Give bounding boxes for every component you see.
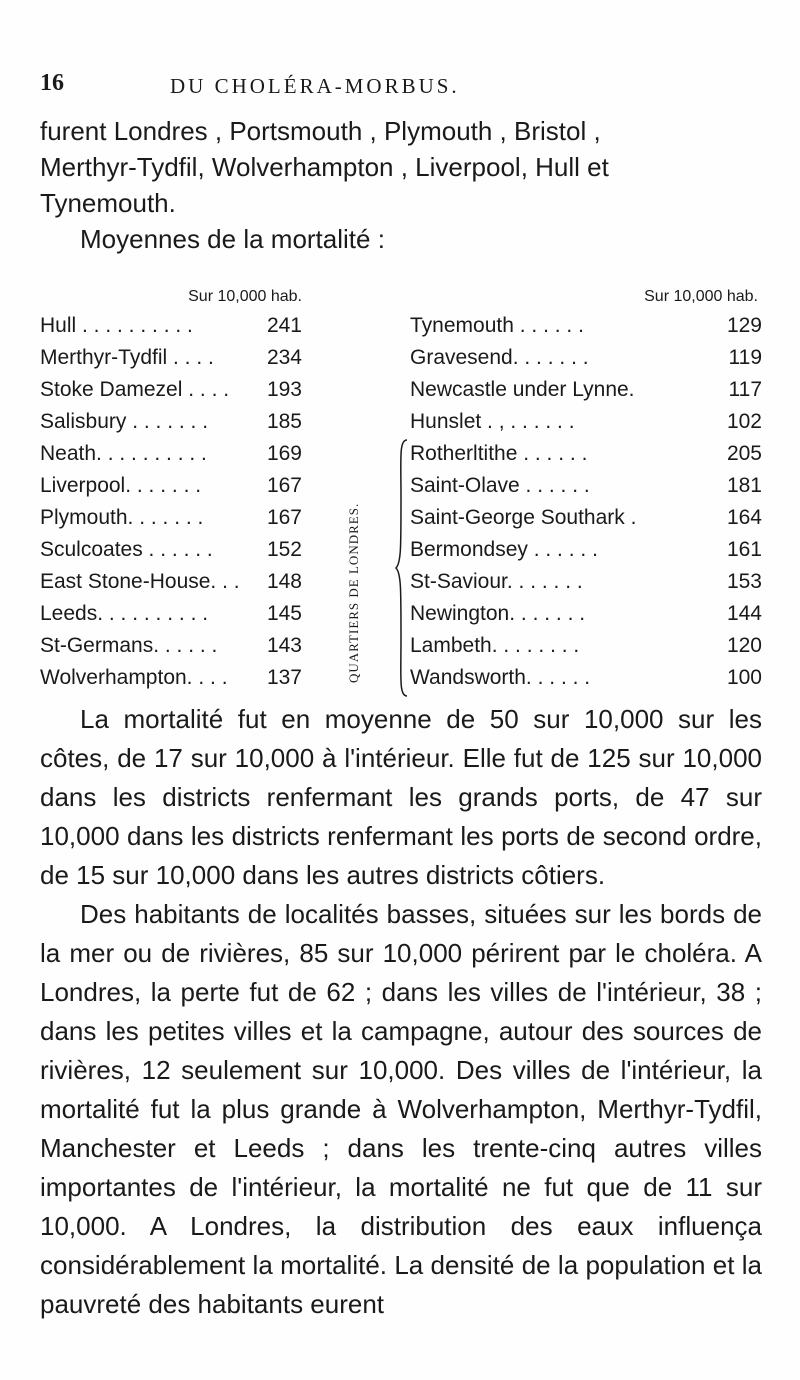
table-row <box>410 566 762 598</box>
table-row <box>40 470 302 502</box>
mortality-value: 119 <box>728 346 762 369</box>
paragraph: Des habitants de localités basses, situées sur les bords de la mer ou de rivières, 85 sur 10,000 périrent par le choléra. A Londres, la perte fut de 62 ; dans les villes de l'intérieur, 38 ; dans les petites villes et la campagne, autour des sources de rivières, 12 seulement sur 10,000. Des villes de l'intérieur, la mortalité fut la plus grande à Wolverhampton, Merthyr-Tydfil, Manchester et Leeds ; dans les trente-cinq autres villes importantes de l'intérieur, la mortalité ne fut que de 11 sur 10,000. A Londres, la distribution des eaux influença considérablement la mortalité. La densité de la population et la pauvreté des habitants eurent <box>40 899 762 1319</box>
table-row <box>410 662 762 694</box>
table-row <box>40 566 302 598</box>
mortality-value: 129 <box>726 314 762 337</box>
mortality-value: 148 <box>266 570 302 593</box>
right-column-header: Sur 10,000 hab. <box>644 288 758 305</box>
table-row <box>410 502 762 534</box>
mortality-value: 164 <box>726 506 762 529</box>
mortality-value: 143 <box>266 634 302 657</box>
place-name: Wandsworth. . . . . . <box>410 666 591 689</box>
table-row <box>40 342 302 374</box>
place-name: Liverpool. . . . . . . <box>40 474 202 497</box>
brace-icon <box>395 438 409 698</box>
table-row <box>40 630 302 662</box>
place-name: Stoke Damezel . . . . <box>40 378 230 401</box>
table-row <box>40 534 302 566</box>
mortality-value: 145 <box>266 602 302 625</box>
table-row <box>410 630 762 662</box>
left-column-header: Sur 10,000 hab. <box>188 288 302 305</box>
place-name: Saint-Olave . . . . . . <box>410 474 590 497</box>
page-number: 16 <box>40 70 64 96</box>
place-name: St-Germans. . . . . . <box>40 634 218 657</box>
place-name: Gravesend. . . . . . . <box>410 346 589 369</box>
mortality-value: 153 <box>726 570 762 593</box>
mortality-value: 152 <box>266 538 302 561</box>
body-text <box>40 700 762 1324</box>
mortality-value: 169 <box>266 442 302 465</box>
place-name: Lambeth. . . . . . . . <box>410 634 580 657</box>
place-name: St-Saviour. . . . . . . <box>410 570 583 593</box>
mortality-value: 185 <box>266 410 302 433</box>
intro-line: Merthyr-Tydfil, Wolverhampton , Liverpool, Hull et <box>40 152 609 182</box>
table-row <box>40 502 302 534</box>
mortality-value: 137 <box>266 666 302 689</box>
place-name: Hunslet . , . . . . . . <box>410 410 575 433</box>
table-row <box>40 310 302 342</box>
place-name: Salisbury . . . . . . . <box>40 410 209 433</box>
place-name: Merthyr-Tydfil . . . . <box>40 346 214 369</box>
place-name: Saint-George Southark . <box>410 506 637 529</box>
table-row <box>40 406 302 438</box>
place-name: Neath. . . . . . . . . . <box>40 442 207 465</box>
place-name: Hull . . . . . . . . . . <box>40 314 193 337</box>
mortality-value: 193 <box>266 378 302 401</box>
mortality-value: 167 <box>266 474 302 497</box>
place-name: Leeds. . . . . . . . . . <box>40 602 209 625</box>
mortality-table <box>40 288 760 690</box>
right-column <box>410 288 762 694</box>
mortality-value: 102 <box>726 410 762 433</box>
table-row <box>40 662 302 694</box>
mortality-value: 205 <box>726 442 762 465</box>
place-name: Plymouth. . . . . . . <box>40 506 204 529</box>
place-name: Sculcoates . . . . . . <box>40 538 213 561</box>
left-column <box>40 288 302 694</box>
table-row <box>410 534 762 566</box>
table-row <box>40 374 302 406</box>
table-row <box>40 598 302 630</box>
table-row <box>410 342 762 374</box>
place-name: Wolverhampton. . . . <box>40 666 228 689</box>
table-row <box>410 470 762 502</box>
page-header <box>40 70 760 110</box>
mortality-value: 100 <box>726 666 762 689</box>
table-row <box>410 406 762 438</box>
place-name: Rotherltithe . . . . . . <box>410 442 588 465</box>
mortality-value: 117 <box>728 378 762 401</box>
mortality-value: 234 <box>266 346 302 369</box>
place-name: Bermondsey . . . . . . <box>410 538 598 561</box>
mortality-value: 241 <box>266 314 302 337</box>
table-row <box>410 438 762 470</box>
running-title: DU CHOLÉRA-MORBUS. <box>170 74 460 98</box>
place-name: Tynemouth . . . . . . <box>410 314 584 337</box>
mortality-value: 144 <box>726 602 762 625</box>
table-row <box>410 310 762 342</box>
intro-line: Tynemouth. <box>40 188 176 218</box>
place-name: Newcastle under Lynne. <box>410 378 635 401</box>
intro-text <box>40 113 760 257</box>
place-name: East Stone-House. . . <box>40 570 240 593</box>
place-name: Newington. . . . . . . <box>410 602 586 625</box>
london-quarters-label: QUARTIERS DE LONDRES. <box>346 502 361 683</box>
mortality-value: 161 <box>726 538 762 561</box>
mortality-value: 167 <box>266 506 302 529</box>
table-caption: Moyennes de la mortalité : <box>80 224 385 254</box>
intro-line: furent Londres , Portsmouth , Plymouth , Bristol , <box>40 116 601 146</box>
table-row <box>410 598 762 630</box>
mortality-value: 181 <box>726 474 762 497</box>
table-row <box>40 438 302 470</box>
mortality-value: 120 <box>726 634 762 657</box>
table-row <box>410 374 762 406</box>
paragraph: La mortalité fut en moyenne de 50 sur 10,000 sur les côtes, de 17 sur 10,000 à l'intérieur. Elle fut de 125 sur 10,000 dans les districts renfermant les grands ports, de 47 sur 10,000 dans les districts renfermant les ports de second ordre, de 15 sur 10,000 dans les autres districts côtiers. <box>40 704 762 890</box>
